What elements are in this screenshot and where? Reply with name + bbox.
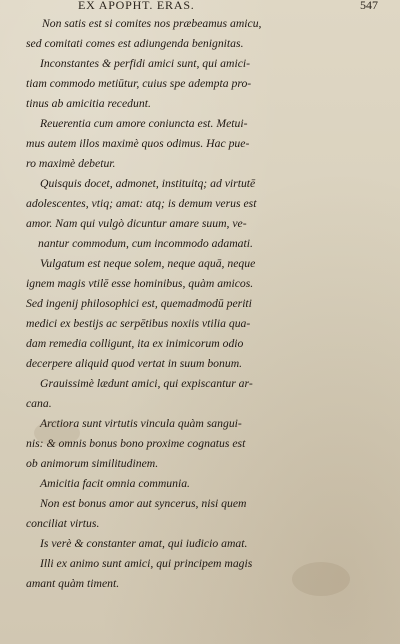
paragraph-1 [26,14,378,54]
text-line: Amicitia facit omnia communia. [40,477,190,490]
paragraph-9 [26,474,378,494]
paragraph-3 [26,114,378,174]
paragraph-5 [26,254,378,294]
text-line: Illi ex animo sunt amici, qui principem magis [40,557,253,570]
text-line: Sed ingenij philosophici est, quemadmodū periti [26,297,252,310]
text-line: Inconstantes & perfidi amici sunt, qui amici- [40,57,251,70]
paragraph-6 [26,294,378,374]
text-line: Non est bonus amor aut syncerus, nisi quem [40,497,247,510]
body-text [26,14,378,594]
text-line: Arctiora sunt virtutis vincula quàm sangui- [40,417,242,430]
text-line: Is verè & constanter amat, qui iudicio amat. [40,537,248,550]
text-line: dam remedia colligunt, ita ex inimicorum odio [26,337,244,350]
paragraph-2 [26,54,378,114]
paragraph-12 [26,554,378,594]
text-line: tiam commodo metiūtur, cuius spe adempta pro- [26,77,252,90]
text-line: sed comitati comes est adiungenda benignitas. [26,37,244,50]
paragraph-7 [26,374,378,414]
text-line: ro maximè debetur. [26,157,116,170]
text-line: tinus ab amicitia recedunt. [26,97,151,110]
text-line: nis: & omnis bonus bono proxime cognatus est [26,437,246,450]
text-line: mus autem illos maximè quos odimus. Hac pue- [26,137,250,150]
page-number: 547 [360,0,378,12]
text-line: ignem magis vtilē esse hominibus, quàm amicos. [26,277,254,290]
paragraph-8 [26,414,378,474]
text-line: adolescentes, vtiq; amat: atq; is demum verus est [26,197,257,210]
text-line: amant quàm timent. [26,577,120,590]
text-line: Reuerentia cum amore coniuncta est. Metui- [40,117,248,130]
paragraph-4 [26,174,378,254]
text-line: Grauissimè lædunt amici, qui expiscantur ar- [40,377,253,390]
text-line: decerpere aliquid quod vertat in suum bonum. [26,357,243,370]
text-line: Vulgatum est neque solem, neque aquā, neque [40,257,256,270]
text-line: Quisquis docet, admonet, instituitq; ad virtutē [40,177,256,190]
text-line: ob animorum similitudinem. [26,457,159,470]
text-line: Non satis est si comites nos præbeamus amicu, [42,17,262,30]
text-line: amor. Nam qui vulgò dicuntur amare suum, ve- [26,217,247,230]
text-line: medici ex bestijs ac serpētibus noxiis vtilia qua- [26,317,251,330]
paragraph-11 [26,534,378,554]
text-line: cana. [26,397,52,410]
text-line: nantur commodum, cum incommodo adamati. [38,237,253,250]
text-line: conciliat virtus. [26,517,100,530]
paragraph-10 [26,494,378,534]
running-title: EX APOPHT. ERAS. [78,0,195,12]
